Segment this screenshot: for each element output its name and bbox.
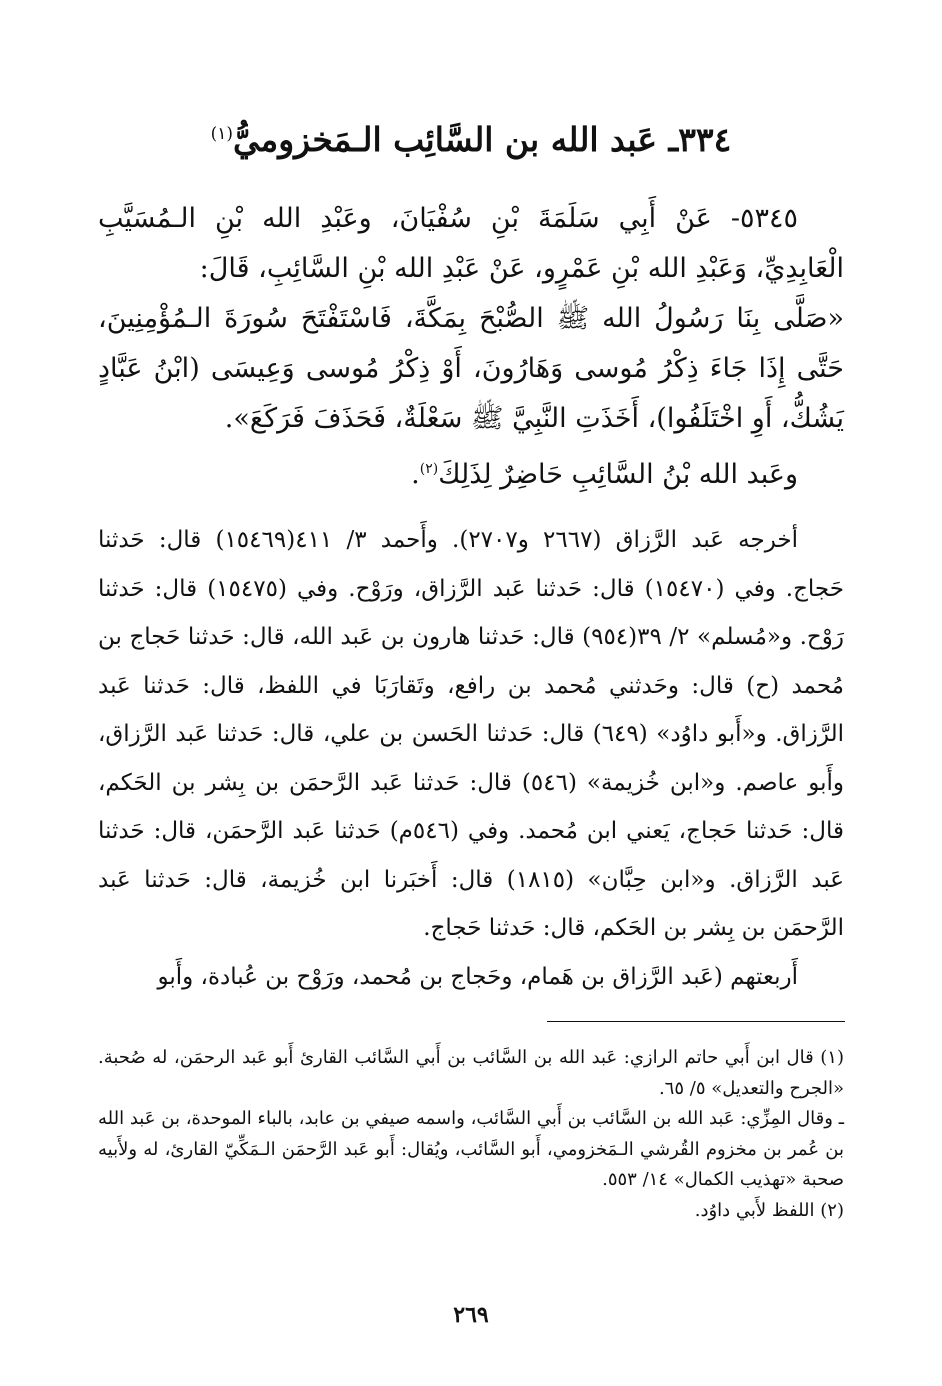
hadith-matn: «صَلَّى بِنَا رَسُولُ الله ﷺ الصُّبْحَ بِمَكَّةَ، فَاسْتَفْتَحَ سُورَةَ الـمُؤْمِنِينَ، حَتَّى إِذَا جَاءَ ذِكْرُ مُوسى وَهَارُونَ، أَوْ ذِكْرُ مُوسى وَعِيسَى (ابْنُ عَبَّادٍ يَشُكُّ، أَوِ اخْتَلَفُوا)، أَخَذَتِ النَّبِيَّ ﷺ سَعْلَةٌ، فَحَذَفَ فَرَكَعَ». [98, 303, 844, 434]
hadith-note-text: وعَبد الله بْنُ السَّائِبِ حَاضِرٌ لِذَلِكَ [438, 459, 798, 490]
footnote-ref-2: (٢) [419, 461, 439, 477]
takhrij-block [98, 516, 844, 1001]
footnotes-block [98, 1043, 844, 1226]
footnote-1: (١) قال ابن أَبي حاتم الرازي: عَبد الله بن السَّائب بن أَبي السَّائب القارئ أَبو عَبد الرحمَن، له صُحبة. «الجرح والتعديل» ٥/ ٦٥. [98, 1047, 844, 1099]
hadith-note-end: . [411, 459, 420, 490]
footnote-separator [547, 1021, 845, 1022]
hadith-note [98, 444, 844, 500]
page-number: ٢٦٩ [453, 1302, 489, 1328]
takhrij-paragraph-1: أخرجه عَبد الرَّزاق (٢٦٦٧ و٢٧٠٧). وأَحمد ٣/ ٤١١(١٥٤٦٩) قال: حَدثنا حَجاج. وفي (١٥٤٧٠) قال: حَدثنا عَبد الرَّزاق، ورَوْح. وفي (١٥٤٧٥) قال: حَدثنا رَوْح. و«مُسلم» ٢/ ٣٩(٩٥٤) قال: حَدثنا هارون بن عَبد الله، قال: حَدثنا حَجاج بن مُحمد (ح) قال: وحَدثني مُحمد بن رافع، وتَقارَبَا في اللفظ، قال: حَدثنا عَبد الرَّزاق. و«أَبو داوُد» (٦٤٩) قال: حَدثنا الحَسن بن علي، قال: حَدثنا عَبد الرَّزاق، وأَبو عاصم. و«ابن خُزيمة» (٥٤٦) قال: حَدثنا عَبد الرَّحمَن بن بِشر بن الحَكم، قال: حَدثنا حَجاج، يَعني ابن مُحمد. وفي (٥٤٦م) حَدثنا عَبد الرَّحمَن، قال: حَدثنا عَبد الرَّزاق. و«ابن حِبَّان» (١٨١٥) قال: أَخبَرنا ابن خُزيمة، قال: حَدثنا عَبد الرَّحمَن بن بِشر بن الحَكم، قال: حَدثنا حَجاج. [98, 527, 844, 941]
chapter-title [100, 108, 842, 166]
hadith-isnad: ٥٣٤٥- عَنْ أَبِي سَلَمَةَ بْنِ سُفْيَانَ، وعَبْدِ الله بْنِ الـمُسَيَّبِ الْعَابِدِيِّ، وَعَبْدِ الله بْنِ عَمْرٍو، عَنْ عَبْدِ الله بْنِ السَّائِبِ، قَالَ: [98, 203, 844, 284]
chapter-title-text: ٣٣٤ـ عَبد الله بن السَّائِب الـمَخزوميُّ [233, 120, 732, 159]
footnote-ref-1: (١) [210, 124, 234, 144]
footnote-2: (٢) اللفظ لأَبي داوُد. [694, 1199, 844, 1221]
takhrij-paragraph-2: أَربعتهم (عَبد الرَّزاق بن هَمام، وحَجاج بن مُحمد، ورَوْح بن عُبادة، وأَبو [157, 963, 798, 990]
hadith-block [98, 194, 844, 500]
footnote-1-continued: ـ وقال المِزِّي: عَبد الله بن السَّائب بن أَبي السَّائب، واسمه صيفي بن عابد، بالباء الموحدة، بن عَبد الله بن عُمر بن مخزوم القُرشي الـمَخزومي، أَبو السَّائب، ويُقال: أَبو عَبد الرَّحمَن الـمَكِّيّ القارئ، له ولأَبيه صحبة «تهذيب الكمال» ١٤/ ٥٥٣. [98, 1108, 844, 1190]
